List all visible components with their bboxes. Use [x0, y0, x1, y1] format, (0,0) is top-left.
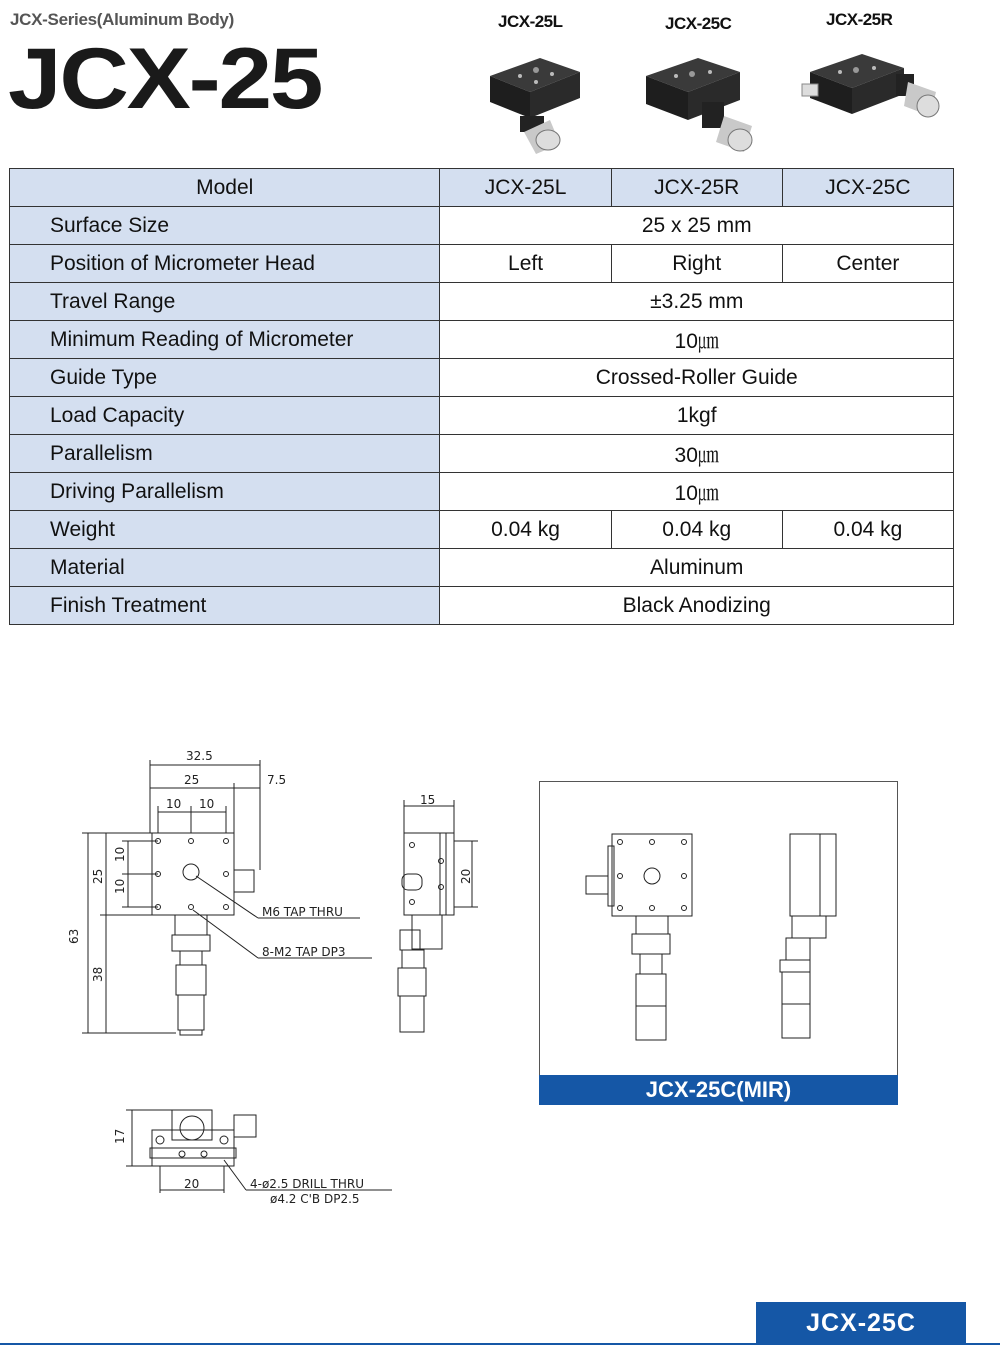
product-label-r: JCX-25R: [826, 10, 893, 29]
row-value: 30㎛: [440, 435, 954, 473]
row-value: 10㎛: [440, 473, 954, 511]
dim-10-v2: 10: [113, 878, 127, 894]
header-model-label: Model: [10, 169, 440, 207]
row-label: Position of Micrometer Head: [10, 245, 440, 283]
header-model-l: JCX-25L: [440, 169, 611, 207]
product-label-c: JCX-25C: [665, 14, 732, 33]
dim-25: 25: [184, 773, 200, 787]
mir-label: JCX-25C(MIR): [539, 1075, 898, 1105]
row-label: Minimum Reading of Micrometer: [10, 321, 440, 359]
row-label: Parallelism: [10, 435, 440, 473]
dim-32-5: 32.5: [186, 749, 213, 763]
dim-17: 17: [113, 1128, 127, 1144]
dim-15: 15: [420, 793, 436, 807]
note-m2-tap: 8-M2 TAP DP3: [262, 945, 346, 959]
row-value: Center: [782, 245, 953, 283]
row-value: Black Anodizing: [440, 587, 954, 625]
dim-20-h: 20: [184, 1177, 200, 1191]
dim-7-5: 7.5: [267, 773, 287, 787]
dim-38: 38: [91, 966, 105, 982]
row-label: Weight: [10, 511, 440, 549]
page-title: JCX-25: [8, 31, 322, 127]
footer-model-badge: JCX-25C: [756, 1302, 966, 1344]
row-label: Guide Type: [10, 359, 440, 397]
product-label-l: JCX-25L: [498, 12, 563, 31]
header-model-c: JCX-25C: [782, 169, 953, 207]
mir-drawing-frame: [539, 781, 898, 1104]
row-value: Crossed-Roller Guide: [440, 359, 954, 397]
dim-10-a: 10: [166, 797, 182, 811]
header-model-r: JCX-25R: [611, 169, 782, 207]
dim-63: 63: [67, 928, 81, 944]
dim-10-v1: 10: [113, 846, 127, 862]
row-value: 1kgf: [440, 397, 954, 435]
row-value: 10㎛: [440, 321, 954, 359]
row-label: Load Capacity: [10, 397, 440, 435]
row-value: 0.04 kg: [782, 511, 953, 549]
note-counterbore: ø4.2 C'B DP2.5: [270, 1192, 360, 1206]
row-value: 0.04 kg: [611, 511, 782, 549]
row-value: 0.04 kg: [440, 511, 611, 549]
row-value: Left: [440, 245, 611, 283]
row-value: ±3.25 mm: [440, 283, 954, 321]
row-value: Right: [611, 245, 782, 283]
row-value: Aluminum: [440, 549, 954, 587]
row-label: Finish Treatment: [10, 587, 440, 625]
dim-25-v: 25: [91, 868, 105, 884]
row-label: Material: [10, 549, 440, 587]
note-drill: 4-ø2.5 DRILL THRU: [250, 1177, 364, 1191]
row-value: 25 x 25 mm: [440, 207, 954, 245]
row-label: Travel Range: [10, 283, 440, 321]
series-subtitle: JCX-Series(Aluminum Body): [10, 10, 234, 29]
dim-10-b: 10: [199, 797, 215, 811]
dim-20-v: 20: [459, 868, 473, 884]
row-label: Surface Size: [10, 207, 440, 245]
footer-rule: [0, 1343, 1000, 1345]
row-label: Driving Parallelism: [10, 473, 440, 511]
note-m6-tap: M6 TAP THRU: [262, 905, 343, 919]
